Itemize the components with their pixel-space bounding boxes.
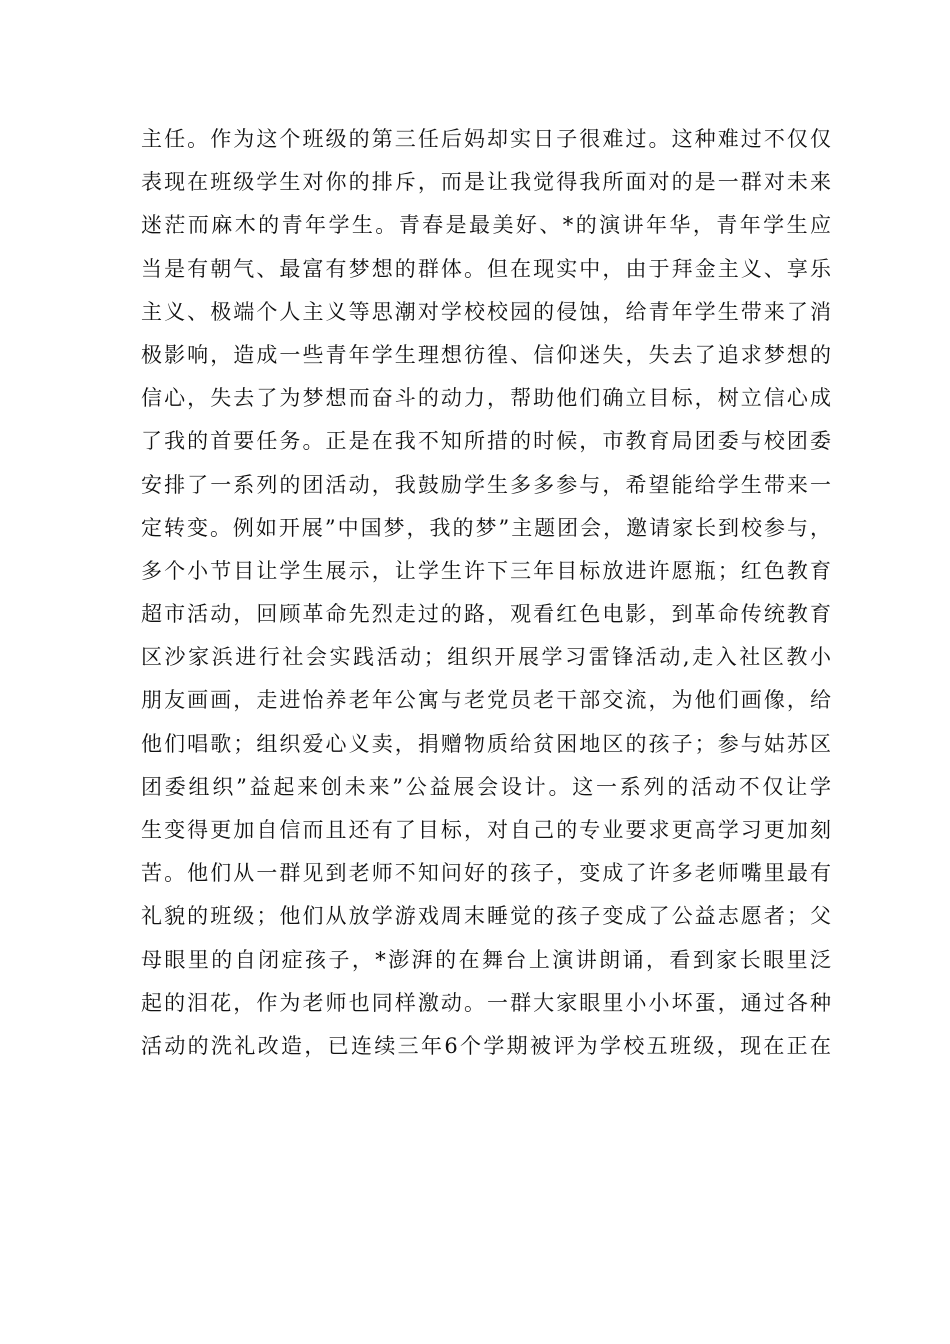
text-line: 生变得更加自信而且还有了目标，对自己的专业要求更高学习更加刻 (141, 818, 831, 842)
text-line: 团委组织”益起来创未来”公益展会设计。这一系列的活动不仅让学 (141, 774, 831, 799)
text-line: 了我的首要任务。正是在我不知所措的时候，市教育局团委与校团委 (141, 429, 831, 454)
text-line: 极影响，造成一些青年学生理想彷徨、信仰迷失，失去了追求梦想的 (141, 342, 831, 367)
text-line: 信心，失去了为梦想而奋斗的动力，帮助他们确立目标，树立信心成 (141, 386, 831, 411)
text-line: 起的泪花，作为老师也同样激动。一群大家眼里小小坏蛋，通过各种 (141, 990, 831, 1015)
text-line: 主任。作为这个班级的第三任后妈却实日子很难过。这种难过不仅仅 (141, 127, 831, 151)
text-line: 礼貌的班级；他们从放学游戏周末睡觉的孩子变成了公益志愿者；父 (141, 904, 831, 929)
text-line: 活动的洗礼改造，已连续三年6个学期被评为学校五班级，现在正在 (141, 1033, 831, 1058)
text-line: 苦。他们从一群见到老师不知问好的孩子，变成了许多老师嘴里最有 (141, 861, 831, 886)
text-line: 他们唱歌；组织爱心义卖，捐赠物质给贫困地区的孩子；参与姑苏区 (141, 731, 831, 756)
text-line: 当是有朝气、最富有梦想的群体。但在现实中，由于拜金主义、享乐 (141, 256, 831, 281)
text-line: 母眼里的自闭症孩子，*澎湃的在舞台上演讲朗诵，看到家长眼里泛 (141, 947, 831, 972)
text-line: 主义、极端个人主义等思潮对学校校园的侵蚀，给青年学生带来了消 (141, 299, 831, 324)
text-line: 表现在班级学生对你的排斥，而是让我觉得我所面对的是一群对未来 (141, 170, 831, 195)
text-line: 超市活动，回顾革命先烈走过的路，观看红色电影，到革命传统教育 (141, 602, 831, 627)
text-line: 迷茫而麻木的青年学生。青春是最美好、*的演讲年华，青年学生应 (141, 213, 831, 238)
text-line: 朋友画画，走进怡养老年公寓与老党员老干部交流，为他们画像，给 (141, 688, 831, 713)
body-paragraph (141, 118, 831, 1068)
text-line: 安排了一系列的团活动，我鼓励学生多多参与，希望能给学生带来一 (141, 472, 831, 497)
text-line: 区沙家浜进行社会实践活动；组织开展学习雷锋活动,走入社区教小 (141, 645, 831, 670)
text-line: 定转变。例如开展”中国梦，我的梦”主题团会，邀请家长到校参与， (141, 515, 831, 540)
text-line: 多个小节目让学生展示，让学生许下三年目标放进许愿瓶；红色教育 (141, 558, 831, 583)
